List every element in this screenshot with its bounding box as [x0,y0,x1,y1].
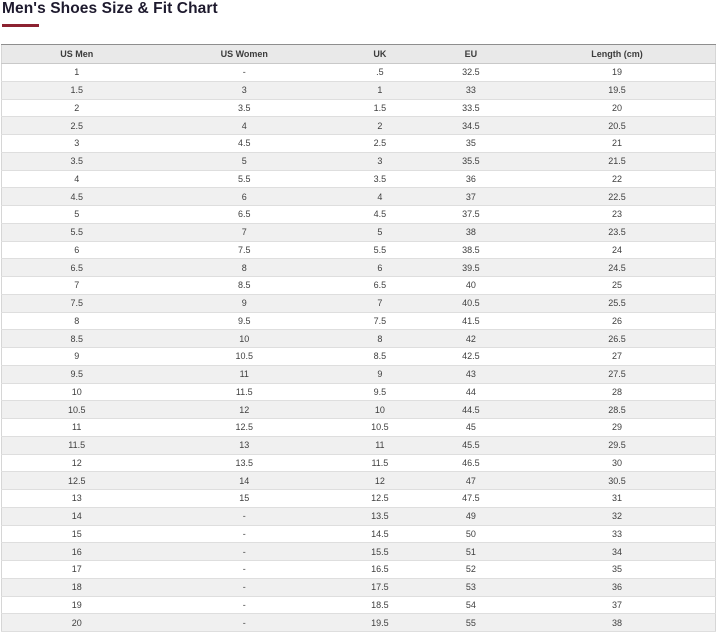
table-cell: 33.5 [423,99,519,117]
table-cell: 1 [337,81,423,99]
table-cell: 7.5 [151,241,337,259]
table-cell: - [151,614,337,632]
table-row [2,259,716,277]
table-cell: 8.5 [337,348,423,366]
table-cell: 11.5 [2,436,152,454]
table-cell: 30 [519,454,715,472]
table-cell: 12.5 [337,490,423,508]
table-cell: 5.5 [2,223,152,241]
column-header-us-men: US Men [2,45,152,64]
table-row [2,614,716,632]
table-cell: 5 [2,206,152,224]
table-cell: 27.5 [519,365,715,383]
table-cell: 14 [2,507,152,525]
table-cell: 11.5 [151,383,337,401]
table-row [2,454,716,472]
table-cell: 21 [519,135,715,153]
table-cell: 26.5 [519,330,715,348]
table-cell: 6 [337,259,423,277]
table-cell: 5 [151,152,337,170]
table-cell: 34.5 [423,117,519,135]
table-cell: 1.5 [2,81,152,99]
table-cell: 8 [337,330,423,348]
table-cell: 6 [151,188,337,206]
table-cell: 45 [423,419,519,437]
table-cell: 4 [151,117,337,135]
table-cell: 11 [337,436,423,454]
table-cell: 29 [519,419,715,437]
table-cell: 3 [151,81,337,99]
table-cell: - [151,596,337,614]
table-cell: 11 [2,419,152,437]
table-cell: 10 [337,401,423,419]
table-cell: 11.5 [337,454,423,472]
table-cell: 54 [423,596,519,614]
table-row [2,223,716,241]
table-cell: 23 [519,206,715,224]
table-cell: 3 [337,152,423,170]
table-row [2,596,716,614]
table-cell: 10 [2,383,152,401]
table-row [2,525,716,543]
table-cell: 9.5 [2,365,152,383]
table-cell: 22 [519,170,715,188]
table-cell: 3.5 [151,99,337,117]
table-cell: 47 [423,472,519,490]
table-cell: 37 [423,188,519,206]
table-row [2,472,716,490]
table-cell: 40.5 [423,294,519,312]
table-cell: 49 [423,507,519,525]
table-cell: 36 [423,170,519,188]
table-cell: 38 [423,223,519,241]
table-cell: 3 [2,135,152,153]
table-cell: 16 [2,543,152,561]
title-accent-underline [2,24,39,27]
table-cell: - [151,543,337,561]
table-cell: 36 [519,578,715,596]
table-cell: 19 [2,596,152,614]
table-cell: 2 [2,99,152,117]
table-cell: 10 [151,330,337,348]
table-cell: 15 [2,525,152,543]
table-cell: 9 [151,294,337,312]
table-cell: 38.5 [423,241,519,259]
table-cell: - [151,561,337,579]
table-cell: 47.5 [423,490,519,508]
table-cell: 12.5 [151,419,337,437]
table-cell: 5 [337,223,423,241]
table-cell: 28.5 [519,401,715,419]
table-cell: 44.5 [423,401,519,419]
table-cell: 5.5 [151,170,337,188]
table-cell: 50 [423,525,519,543]
table-cell: 33 [423,81,519,99]
table-cell: 8.5 [151,277,337,295]
table-row [2,117,716,135]
table-cell: 7 [151,223,337,241]
column-header-us-women: US Women [151,45,337,64]
table-cell: 17.5 [337,578,423,596]
table-cell: 4.5 [151,135,337,153]
table-row [2,330,716,348]
table-cell: 37.5 [423,206,519,224]
table-cell: 32 [519,507,715,525]
table-cell: .5 [337,64,423,82]
table-row [2,383,716,401]
table-cell: 32.5 [423,64,519,82]
table-cell: 1 [2,64,152,82]
table-cell: 18 [2,578,152,596]
table-cell: 25.5 [519,294,715,312]
table-cell: 24.5 [519,259,715,277]
table-cell: 11 [151,365,337,383]
table-cell: 53 [423,578,519,596]
size-chart-table [1,44,716,632]
table-cell: 12 [337,472,423,490]
table-cell: 6.5 [2,259,152,277]
table-cell: 16.5 [337,561,423,579]
table-cell: 6.5 [151,206,337,224]
table-cell: 9 [2,348,152,366]
table-cell: 40 [423,277,519,295]
table-cell: 2 [337,117,423,135]
table-cell: 39.5 [423,259,519,277]
table-cell: 9.5 [151,312,337,330]
table-row [2,99,716,117]
table-cell: 8 [151,259,337,277]
table-cell: 42.5 [423,348,519,366]
table-cell: 7 [337,294,423,312]
table-cell: 18.5 [337,596,423,614]
table-cell: 14.5 [337,525,423,543]
column-header-length-cm: Length (cm) [519,45,715,64]
table-row [2,348,716,366]
table-cell: 3.5 [337,170,423,188]
table-cell: 51 [423,543,519,561]
table-cell: 43 [423,365,519,383]
table-cell: 27 [519,348,715,366]
table-cell: 7.5 [337,312,423,330]
table-cell: 10.5 [2,401,152,419]
table-row [2,294,716,312]
table-cell: 10.5 [151,348,337,366]
table-cell: 35 [519,561,715,579]
table-cell: 19 [519,64,715,82]
table-cell: 13 [2,490,152,508]
table-cell: 23.5 [519,223,715,241]
table-cell: 25 [519,277,715,295]
table-row [2,312,716,330]
table-body [2,64,716,632]
table-cell: 8 [2,312,152,330]
table-row [2,152,716,170]
table-cell: 8.5 [2,330,152,348]
table-cell: 34 [519,543,715,561]
table-cell: 30.5 [519,472,715,490]
table-row [2,188,716,206]
table-cell: 3.5 [2,152,152,170]
table-row [2,241,716,259]
table-cell: 1.5 [337,99,423,117]
table-cell: 14 [151,472,337,490]
table-cell: 4.5 [2,188,152,206]
table-row [2,436,716,454]
table-cell: 29.5 [519,436,715,454]
table-row [2,561,716,579]
table-row [2,401,716,419]
table-cell: 2.5 [337,135,423,153]
table-cell: 4 [2,170,152,188]
table-cell: 15.5 [337,543,423,561]
table-cell: 5.5 [337,241,423,259]
table-row [2,365,716,383]
table-row [2,206,716,224]
table-row [2,419,716,437]
table-cell: 55 [423,614,519,632]
table-row [2,507,716,525]
table-cell: 26 [519,312,715,330]
table-cell: 41.5 [423,312,519,330]
table-cell: 4.5 [337,206,423,224]
table-cell: 42 [423,330,519,348]
table-cell: 20 [2,614,152,632]
table-cell: 12.5 [2,472,152,490]
table-cell: 37 [519,596,715,614]
table-cell: 33 [519,525,715,543]
table-row [2,277,716,295]
column-header-eu: EU [423,45,519,64]
table-cell: 44 [423,383,519,401]
table-cell: 46.5 [423,454,519,472]
table-cell: 31 [519,490,715,508]
table-cell: 6.5 [337,277,423,295]
table-cell: 7.5 [2,294,152,312]
table-cell: 9 [337,365,423,383]
page-title: Men's Shoes Size & Fit Chart [2,0,218,17]
table-cell: 12 [2,454,152,472]
table-cell: 38 [519,614,715,632]
table-cell: 21.5 [519,152,715,170]
table-cell: 20 [519,99,715,117]
table-row [2,135,716,153]
table-cell: 13.5 [337,507,423,525]
table-cell: - [151,578,337,596]
table-cell: - [151,64,337,82]
table-cell: 13.5 [151,454,337,472]
table-cell: 19.5 [337,614,423,632]
table-cell: 12 [151,401,337,419]
table-row [2,490,716,508]
table-cell: 19.5 [519,81,715,99]
table-row [2,64,716,82]
table-cell: 20.5 [519,117,715,135]
table-cell: 28 [519,383,715,401]
table-cell: 22.5 [519,188,715,206]
table-cell: 10.5 [337,419,423,437]
table-cell: 6 [2,241,152,259]
table-cell: 4 [337,188,423,206]
table-row [2,170,716,188]
table-cell: 9.5 [337,383,423,401]
table-row [2,543,716,561]
header-row [2,45,716,64]
table-cell: 7 [2,277,152,295]
table-cell: 2.5 [2,117,152,135]
table-cell: 35.5 [423,152,519,170]
column-header-uk: UK [337,45,423,64]
table-row [2,81,716,99]
table-cell: 52 [423,561,519,579]
table-row [2,578,716,596]
table-cell: 45.5 [423,436,519,454]
table-cell: - [151,507,337,525]
table-cell: - [151,525,337,543]
table-cell: 24 [519,241,715,259]
table-cell: 15 [151,490,337,508]
table-cell: 13 [151,436,337,454]
table-cell: 35 [423,135,519,153]
table-cell: 17 [2,561,152,579]
